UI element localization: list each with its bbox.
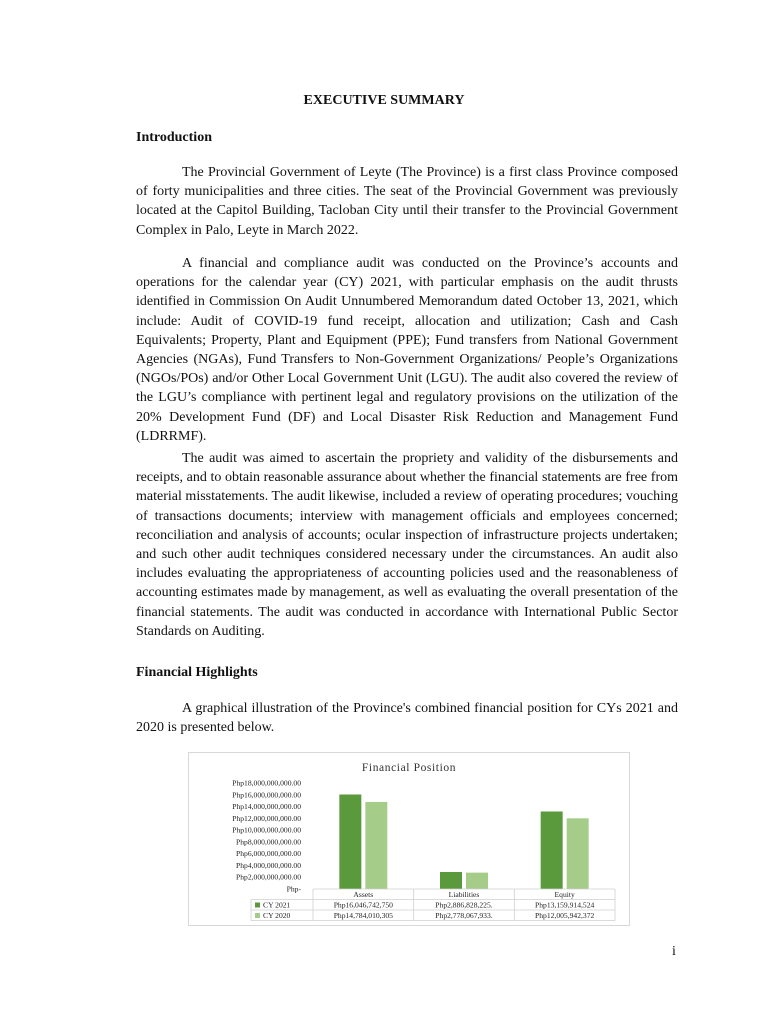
bar-liabilities-cy-2021	[440, 872, 462, 889]
y-tick-label: Php6,000,000,000.00	[236, 849, 301, 859]
financial-paragraph: A graphical illustration of the Province's combined financial position for CYs 2021 and 2020 is presented below.	[136, 701, 678, 736]
financial-highlights-heading: Financial Highlights	[136, 665, 258, 680]
bar-equity-cy-2021	[541, 812, 563, 889]
bar-assets-cy-2021	[339, 795, 361, 889]
data-label: Php13,159,914,524	[535, 900, 595, 910]
data-label: Php14,784,010,305	[333, 911, 393, 920]
data-label: Php12,005,942,372	[535, 911, 595, 920]
intro-paragraph-1: The Provincial Government of Leyte (The Province) is a first class Province composed of forty municipalities and three cities. The seat of the Provincial Government was previously located at the Capitol Building, Tacloban City until their transfer to the Provincial Government Complex in Palo, Leyte in March 2022.	[136, 165, 678, 238]
legend-label: CY 2021	[263, 900, 291, 910]
bar-equity-cy-2020	[567, 818, 589, 889]
legend-swatch	[255, 913, 260, 918]
bar-assets-cy-2020	[365, 802, 387, 889]
legend-label: CY 2020	[263, 911, 291, 920]
category-label: Assets	[353, 890, 374, 899]
page-title: EXECUTIVE SUMMARY	[303, 93, 465, 108]
y-tick-label: Php4,000,000,000.00	[236, 860, 301, 870]
y-tick-label: Php8,000,000,000.00	[236, 837, 301, 847]
y-tick-label: Php18,000,000,000.00	[232, 778, 301, 788]
y-tick-label: Php-	[286, 884, 301, 894]
data-label: Php2,778,067,933.	[435, 911, 493, 920]
data-label: Php16,046,742,750	[333, 900, 393, 910]
bar-liabilities-cy-2020	[466, 873, 488, 889]
financial-position-chart	[188, 752, 630, 926]
y-tick-label: Php10,000,000,000.00	[232, 825, 301, 835]
chart-svg	[189, 753, 629, 925]
category-label: Equity	[554, 890, 575, 899]
category-label: Liabilities	[448, 890, 480, 899]
introduction-heading: Introduction	[136, 130, 212, 145]
y-tick-label: Php16,000,000,000.00	[232, 790, 301, 800]
intro-paragraph-2: A financial and compliance audit was conducted on the Province’s accounts and operations for the calendar year (CY) 2021, with particular emphasis on the audit thrusts identified in Commission On Audit Unnumbered Memorandum dated October 13, 2021, which include: Audit of COVID-19 fund receipt, allocation and utilization; Cash and Cash Equivalents; Property, Plant and Equipment (PPE); Fund transfers from National Government Agencies (NGAs), Fund Transfers to Non-Government Organizations/ People’s Organizations (NGOs/POs) and/or Other Local Government Unit (LGU). The audit also covered the review of the LGU’s compliance with pertinent legal and regulatory provisions on the utilization of the 20% Development Fund (DF) and Local Disaster Risk Reduction and Management Fund (LDRRMF).	[136, 256, 678, 444]
data-label: Php2,886,828,225.	[435, 900, 493, 910]
chart-title: Financial Position	[361, 762, 457, 774]
y-tick-label: Php12,000,000,000.00	[232, 813, 301, 823]
y-tick-label: Php2,000,000,000.00	[236, 872, 301, 882]
intro-paragraph-3: The audit was aimed to ascertain the propriety and validity of the disbursements and receipts, and to obtain reasonable assurance about whether the financial statements are free from material misstatements. The audit likewise, included a review of operating procedures; vouching of transactions documents; interview with management officials and employees concerned; reconciliation and analysis of accounts; ocular inspection of infrastructure projects undertaken; and such other audit techniques considered necessary under the circumstances. An audit also includes evaluating the appropriateness of accounting policies used and the reasonableness of accounting estimates made by management, as well as evaluating the overall presentation of the financial statements. The audit was conducted in accordance with International Public Sector Standards on Auditing.	[136, 451, 678, 639]
page-number: i	[672, 944, 676, 959]
legend-swatch	[255, 903, 260, 908]
y-tick-label: Php14,000,000,000.00	[232, 802, 301, 812]
